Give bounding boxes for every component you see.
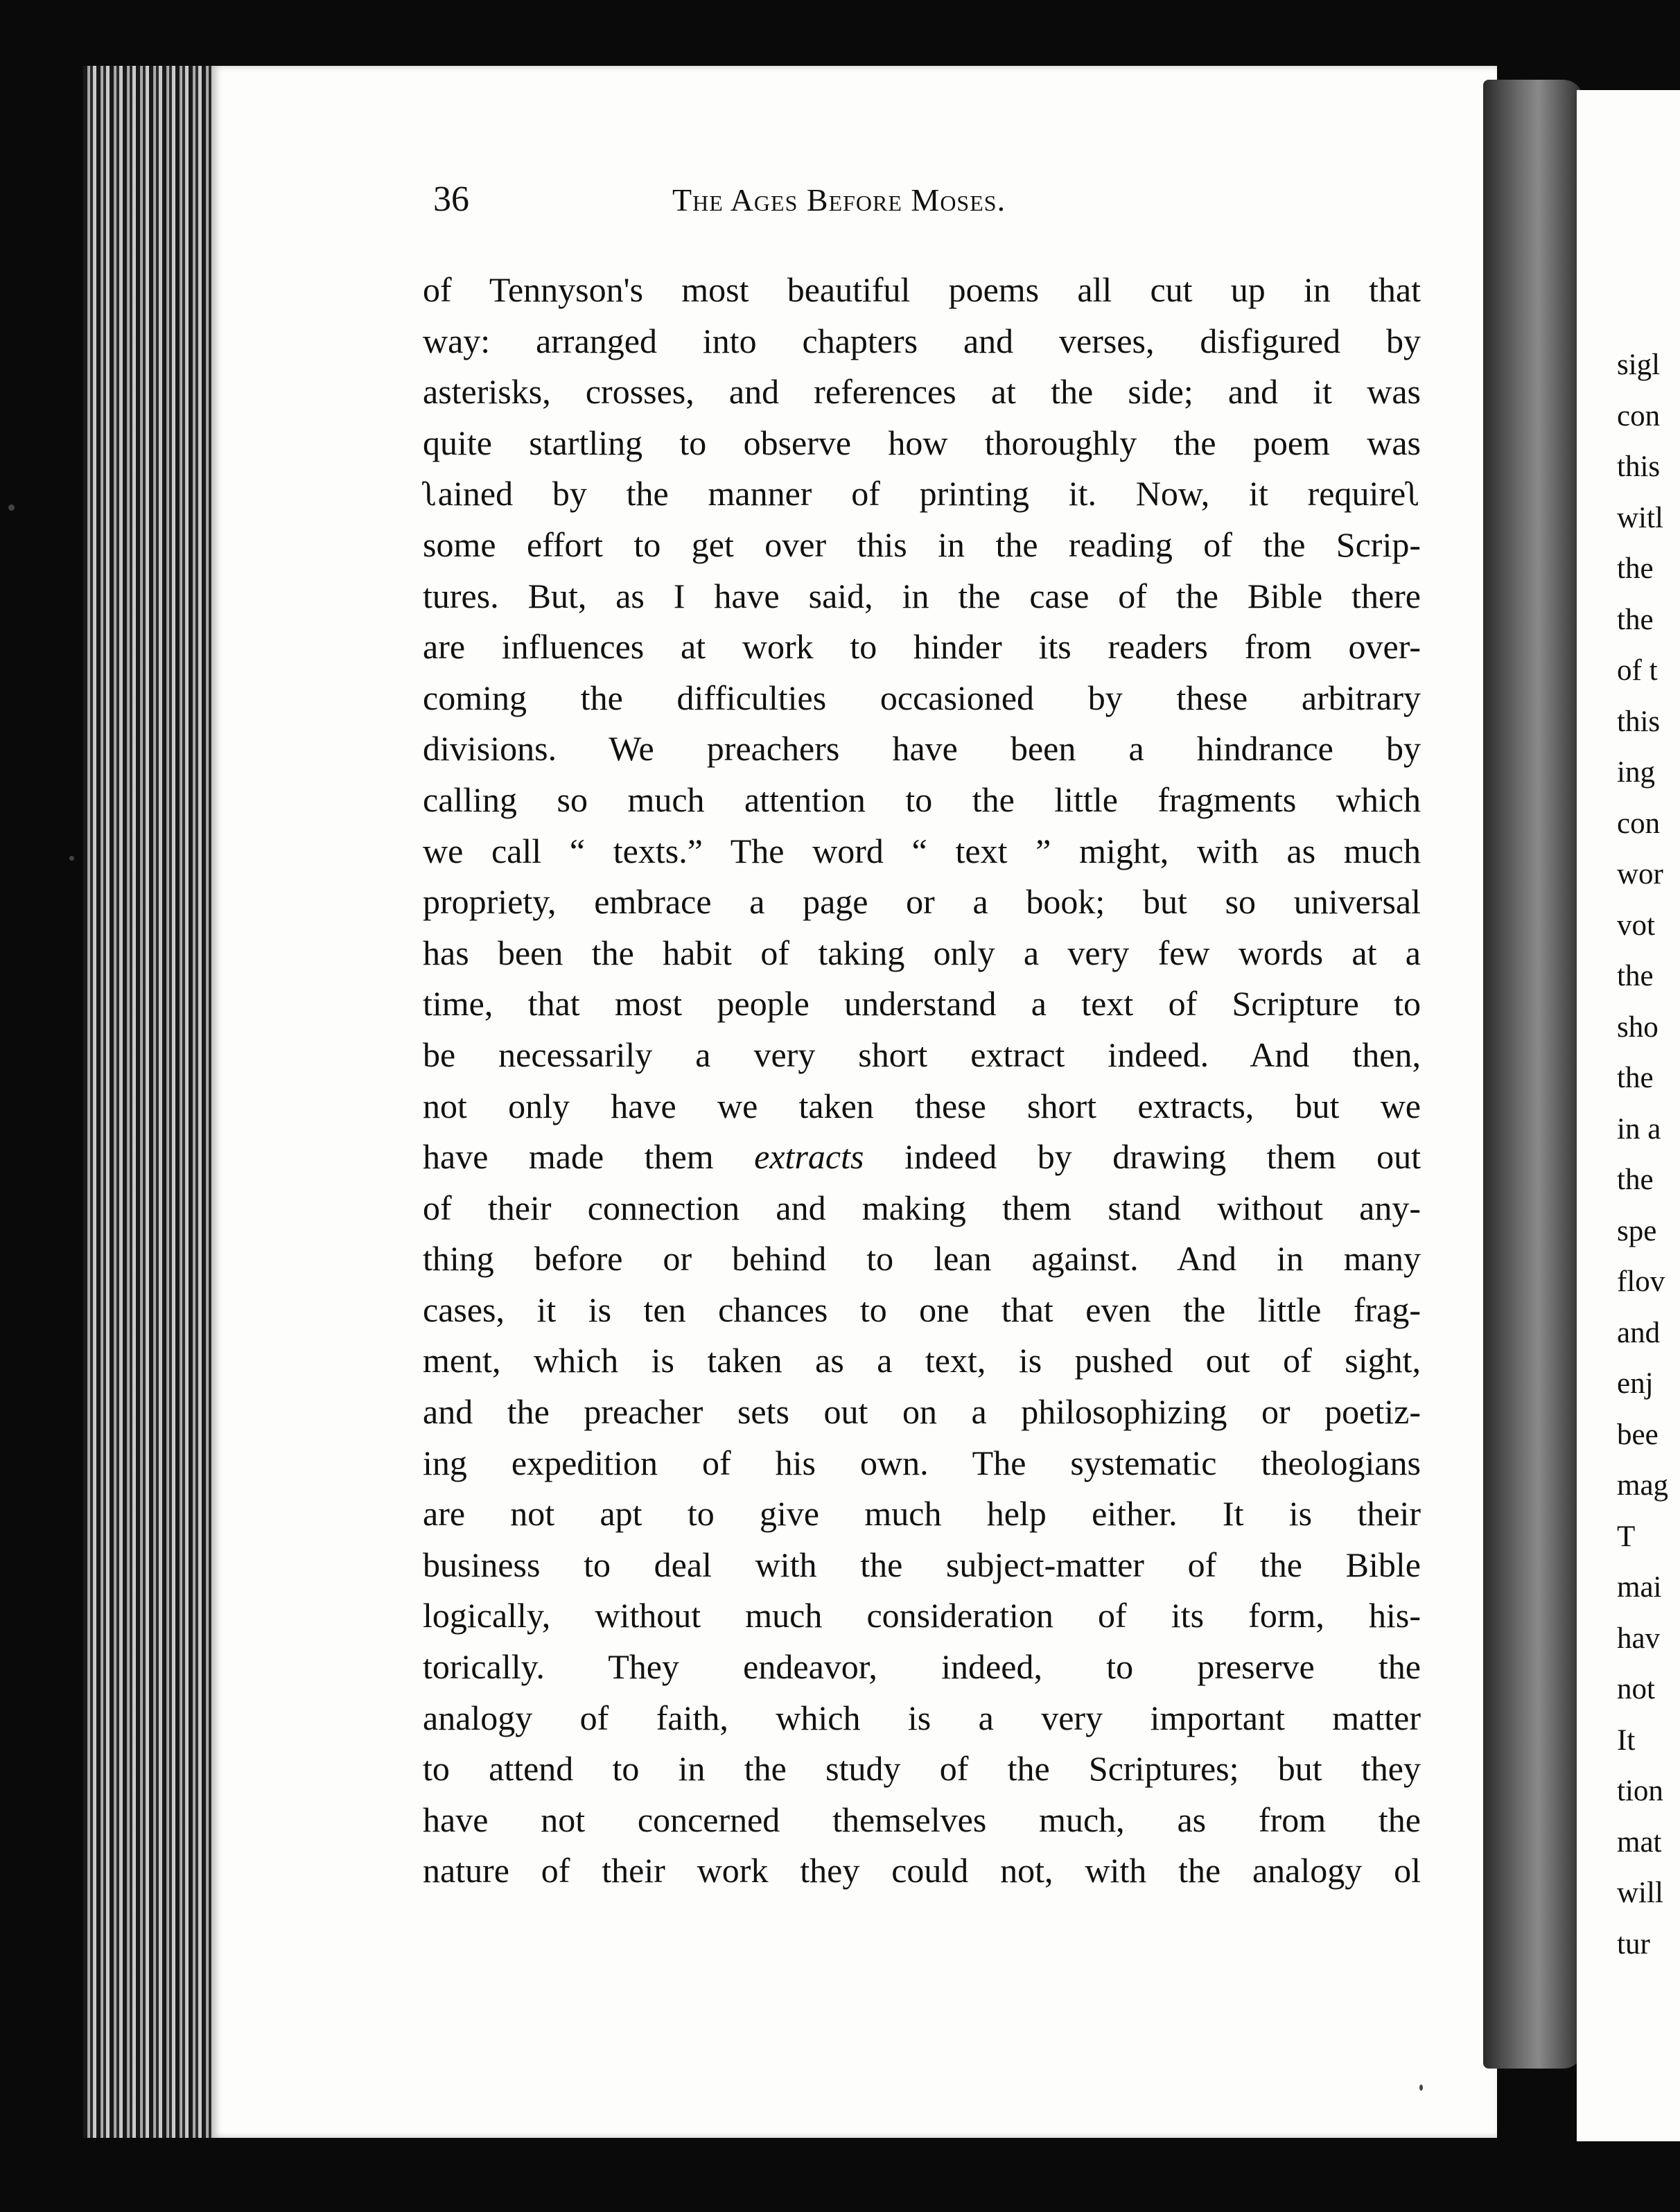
text-line: analogy of faith, which is a very important matter	[423, 1698, 1421, 1737]
facing-page-line: the	[1617, 603, 1654, 636]
facing-page-line: mag	[1617, 1469, 1669, 1502]
text-line: divisions. We preachers have been a hindrance by	[423, 729, 1421, 769]
text-line: way: arranged into chapters and verses, disfigured by	[423, 321, 1421, 360]
text-line: to attend to in the study of the Scriptures; but they	[423, 1749, 1421, 1789]
text-line: logically, without much consideration of its form, his-	[423, 1596, 1421, 1635]
text-line: has been the habit of taking only a very few words at a	[423, 933, 1421, 972]
text-line: cases, it is ten chances to one that even the little frag-	[423, 1290, 1421, 1329]
book-gutter	[1483, 80, 1584, 2069]
facing-page-line: sho	[1617, 1010, 1659, 1044]
facing-page-line: will	[1617, 1877, 1663, 1909]
facing-page-line: mat	[1617, 1825, 1662, 1859]
facing-page-line: It	[1617, 1723, 1636, 1757]
text-line: not only have we taken these short extracts, but we	[423, 1086, 1421, 1125]
facing-page-line: spe	[1617, 1214, 1657, 1247]
facing-page-line: in a	[1617, 1112, 1661, 1146]
facing-page-line: mai	[1617, 1571, 1662, 1604]
facing-page-line: tur	[1617, 1927, 1650, 1960]
facing-page-line: con	[1617, 399, 1661, 432]
facing-page-line: bee	[1617, 1418, 1659, 1451]
facing-page-line: the	[1617, 1164, 1654, 1196]
facing-page-line: the	[1617, 1062, 1654, 1094]
text-line: of their connection and making them stand without any-	[423, 1188, 1421, 1227]
facing-page	[1577, 90, 1680, 2141]
text-line: have not concerned themselves much, as from the	[423, 1800, 1421, 1839]
facing-page-text	[1617, 340, 1668, 1969]
text-line: asterisks, crosses, and references at the side; and it was	[423, 372, 1421, 412]
body-text	[423, 265, 1421, 1897]
facing-page-line: ing	[1617, 756, 1655, 789]
facing-page-line: hav	[1617, 1622, 1661, 1655]
facing-page-line: wor	[1617, 858, 1663, 890]
facing-page-line: flov	[1617, 1265, 1665, 1298]
text-line: be necessarily a very short extract indeed. And then,	[423, 1035, 1421, 1074]
page-number: 36	[433, 179, 469, 219]
facing-page-line: sigl	[1617, 349, 1661, 381]
text-line: and the preacher sets out on a philosophizing or poetiz-	[423, 1392, 1421, 1432]
text-line: some effort to get over this in the reading of the Scrip-	[423, 525, 1421, 564]
emphasized-word: extracts	[754, 1137, 864, 1177]
facing-page-line: T	[1617, 1520, 1636, 1553]
facing-page-line: this	[1617, 705, 1661, 738]
text-line: ment, which is taken as a text, is pushed out of sight,	[423, 1341, 1421, 1380]
text-line: calling so much attention to the little fragments which	[423, 780, 1421, 819]
facing-page-line: not	[1617, 1673, 1655, 1705]
facing-page-line: and	[1617, 1316, 1661, 1349]
facing-page-line: tion	[1617, 1775, 1663, 1807]
running-head: The Ages Before Moses.	[672, 182, 1006, 218]
text-line: are influences at work to hinder its readers from over-	[423, 627, 1421, 667]
facing-page-line: con	[1617, 807, 1661, 840]
text-line: are not apt to give much help either. It is their	[423, 1494, 1421, 1534]
text-line: nature of their work they could not, with the analogy ol	[423, 1851, 1421, 1890]
facing-page-line: of t	[1617, 654, 1658, 687]
text-line: tures. But, as I have said, in the case of the Bible there	[423, 576, 1421, 615]
text-line: torically. They endeavor, indeed, to preserve the	[423, 1647, 1421, 1687]
facing-page-line: the	[1617, 960, 1654, 992]
facing-page-line: this	[1617, 450, 1661, 483]
text-line: business to deal with the subject-matter of the Bible	[423, 1545, 1421, 1584]
text-line: time, that most people understand a text of Scripture to	[423, 984, 1421, 1024]
text-line: of Tennyson's most beautiful poems all cut up in that	[423, 270, 1421, 309]
page-header	[433, 179, 1182, 227]
facing-page-line: vot	[1617, 909, 1655, 942]
facing-page-line: the	[1617, 552, 1654, 585]
text-line: thing before or behind to lean against. And in many	[423, 1239, 1421, 1279]
text-line: coming the difficulties occasioned by these arbitrary	[423, 678, 1421, 717]
text-line: propriety, embrace a page or a book; but so universal	[423, 882, 1421, 922]
text-line: quite startling to observe how thoroughly the poem was	[423, 423, 1421, 462]
facing-page-line: enj	[1617, 1367, 1654, 1400]
text-line: ing expedition of his own. The systematic theologians	[423, 1443, 1421, 1482]
text-line: we call “ texts.” The word “ text ” might, with as much	[423, 831, 1421, 870]
facing-page-line: witl	[1617, 501, 1663, 534]
book-page-edges	[83, 66, 222, 2138]
text-line: ʅained by the manner of printing it. Now, it requireʅ	[423, 474, 1421, 514]
text-line: have made them extracts indeed by drawing them out	[423, 1137, 1421, 1177]
